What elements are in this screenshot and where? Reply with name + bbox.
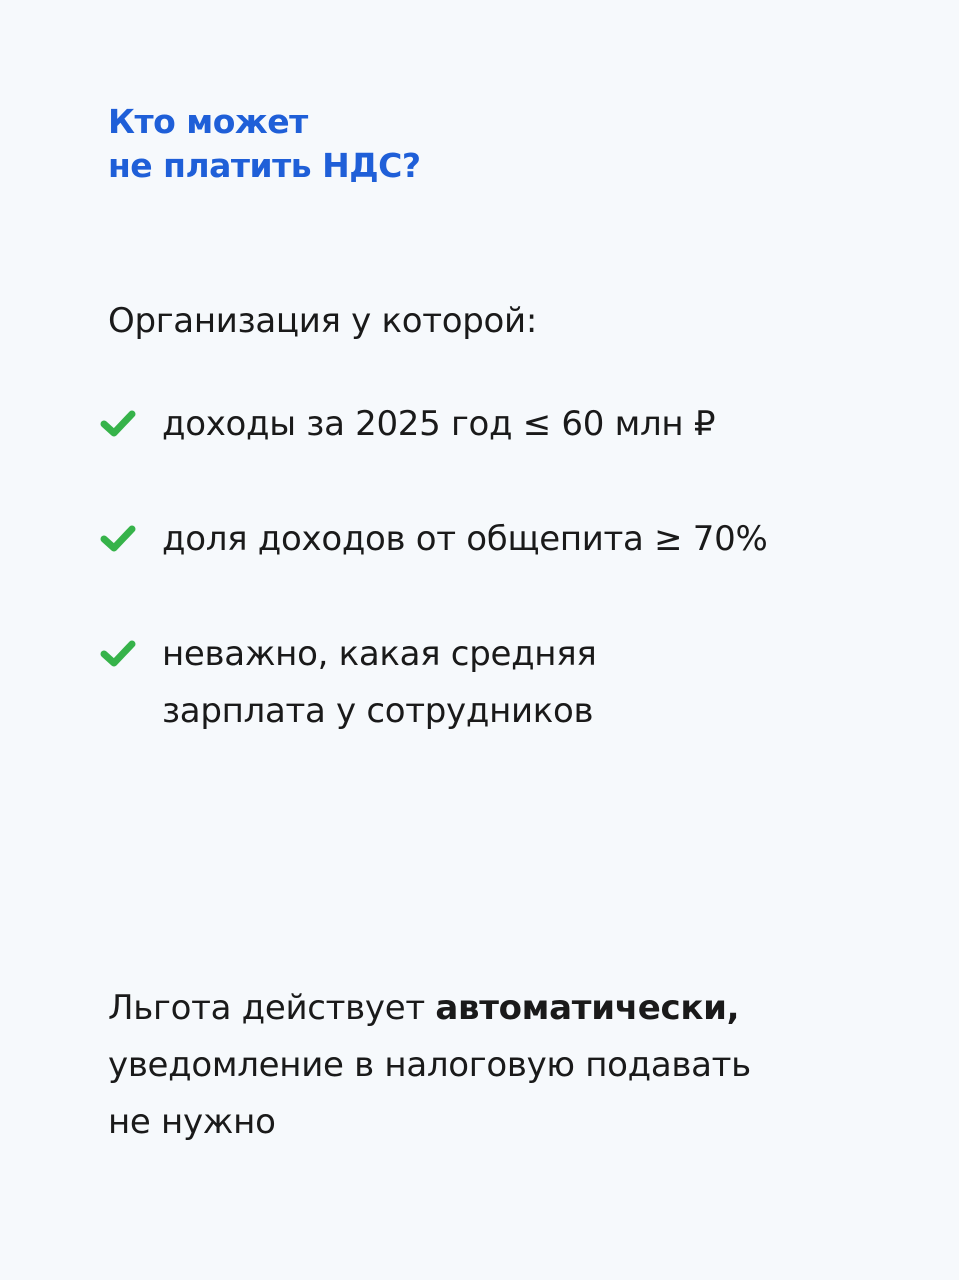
condition-line: доля доходов от общепита ≥ 70% <box>162 519 768 559</box>
page-title <box>108 100 421 188</box>
title-line-2: не платить НДС? <box>108 146 421 185</box>
title-line-1: Кто может <box>108 102 308 141</box>
footer-note <box>108 980 908 1151</box>
footer-bold-text: автоматически, <box>435 988 740 1028</box>
footer-line-3: не нужно <box>108 1102 276 1142</box>
intro-text: Организация у которой: <box>108 301 537 341</box>
check-icon <box>100 409 136 439</box>
condition-item-salary <box>100 626 920 740</box>
footer-line-1 <box>108 980 908 1037</box>
footer-line-2: уведомление в налоговую подавать <box>108 1045 751 1085</box>
condition-line: доходы за 2025 год ≤ 60 млн ₽ <box>162 404 716 444</box>
conditions-list <box>100 396 920 740</box>
condition-text <box>162 626 920 740</box>
check-icon <box>100 639 136 669</box>
check-icon <box>100 524 136 554</box>
condition-line: зарплата у сотрудников <box>162 691 594 731</box>
condition-line: неважно, какая средняя <box>162 634 597 674</box>
footer-regular-text: Льгота действует <box>108 988 436 1028</box>
condition-item-catering-share <box>100 511 920 568</box>
condition-text <box>162 396 920 453</box>
condition-item-income <box>100 396 920 453</box>
condition-text <box>162 511 920 568</box>
